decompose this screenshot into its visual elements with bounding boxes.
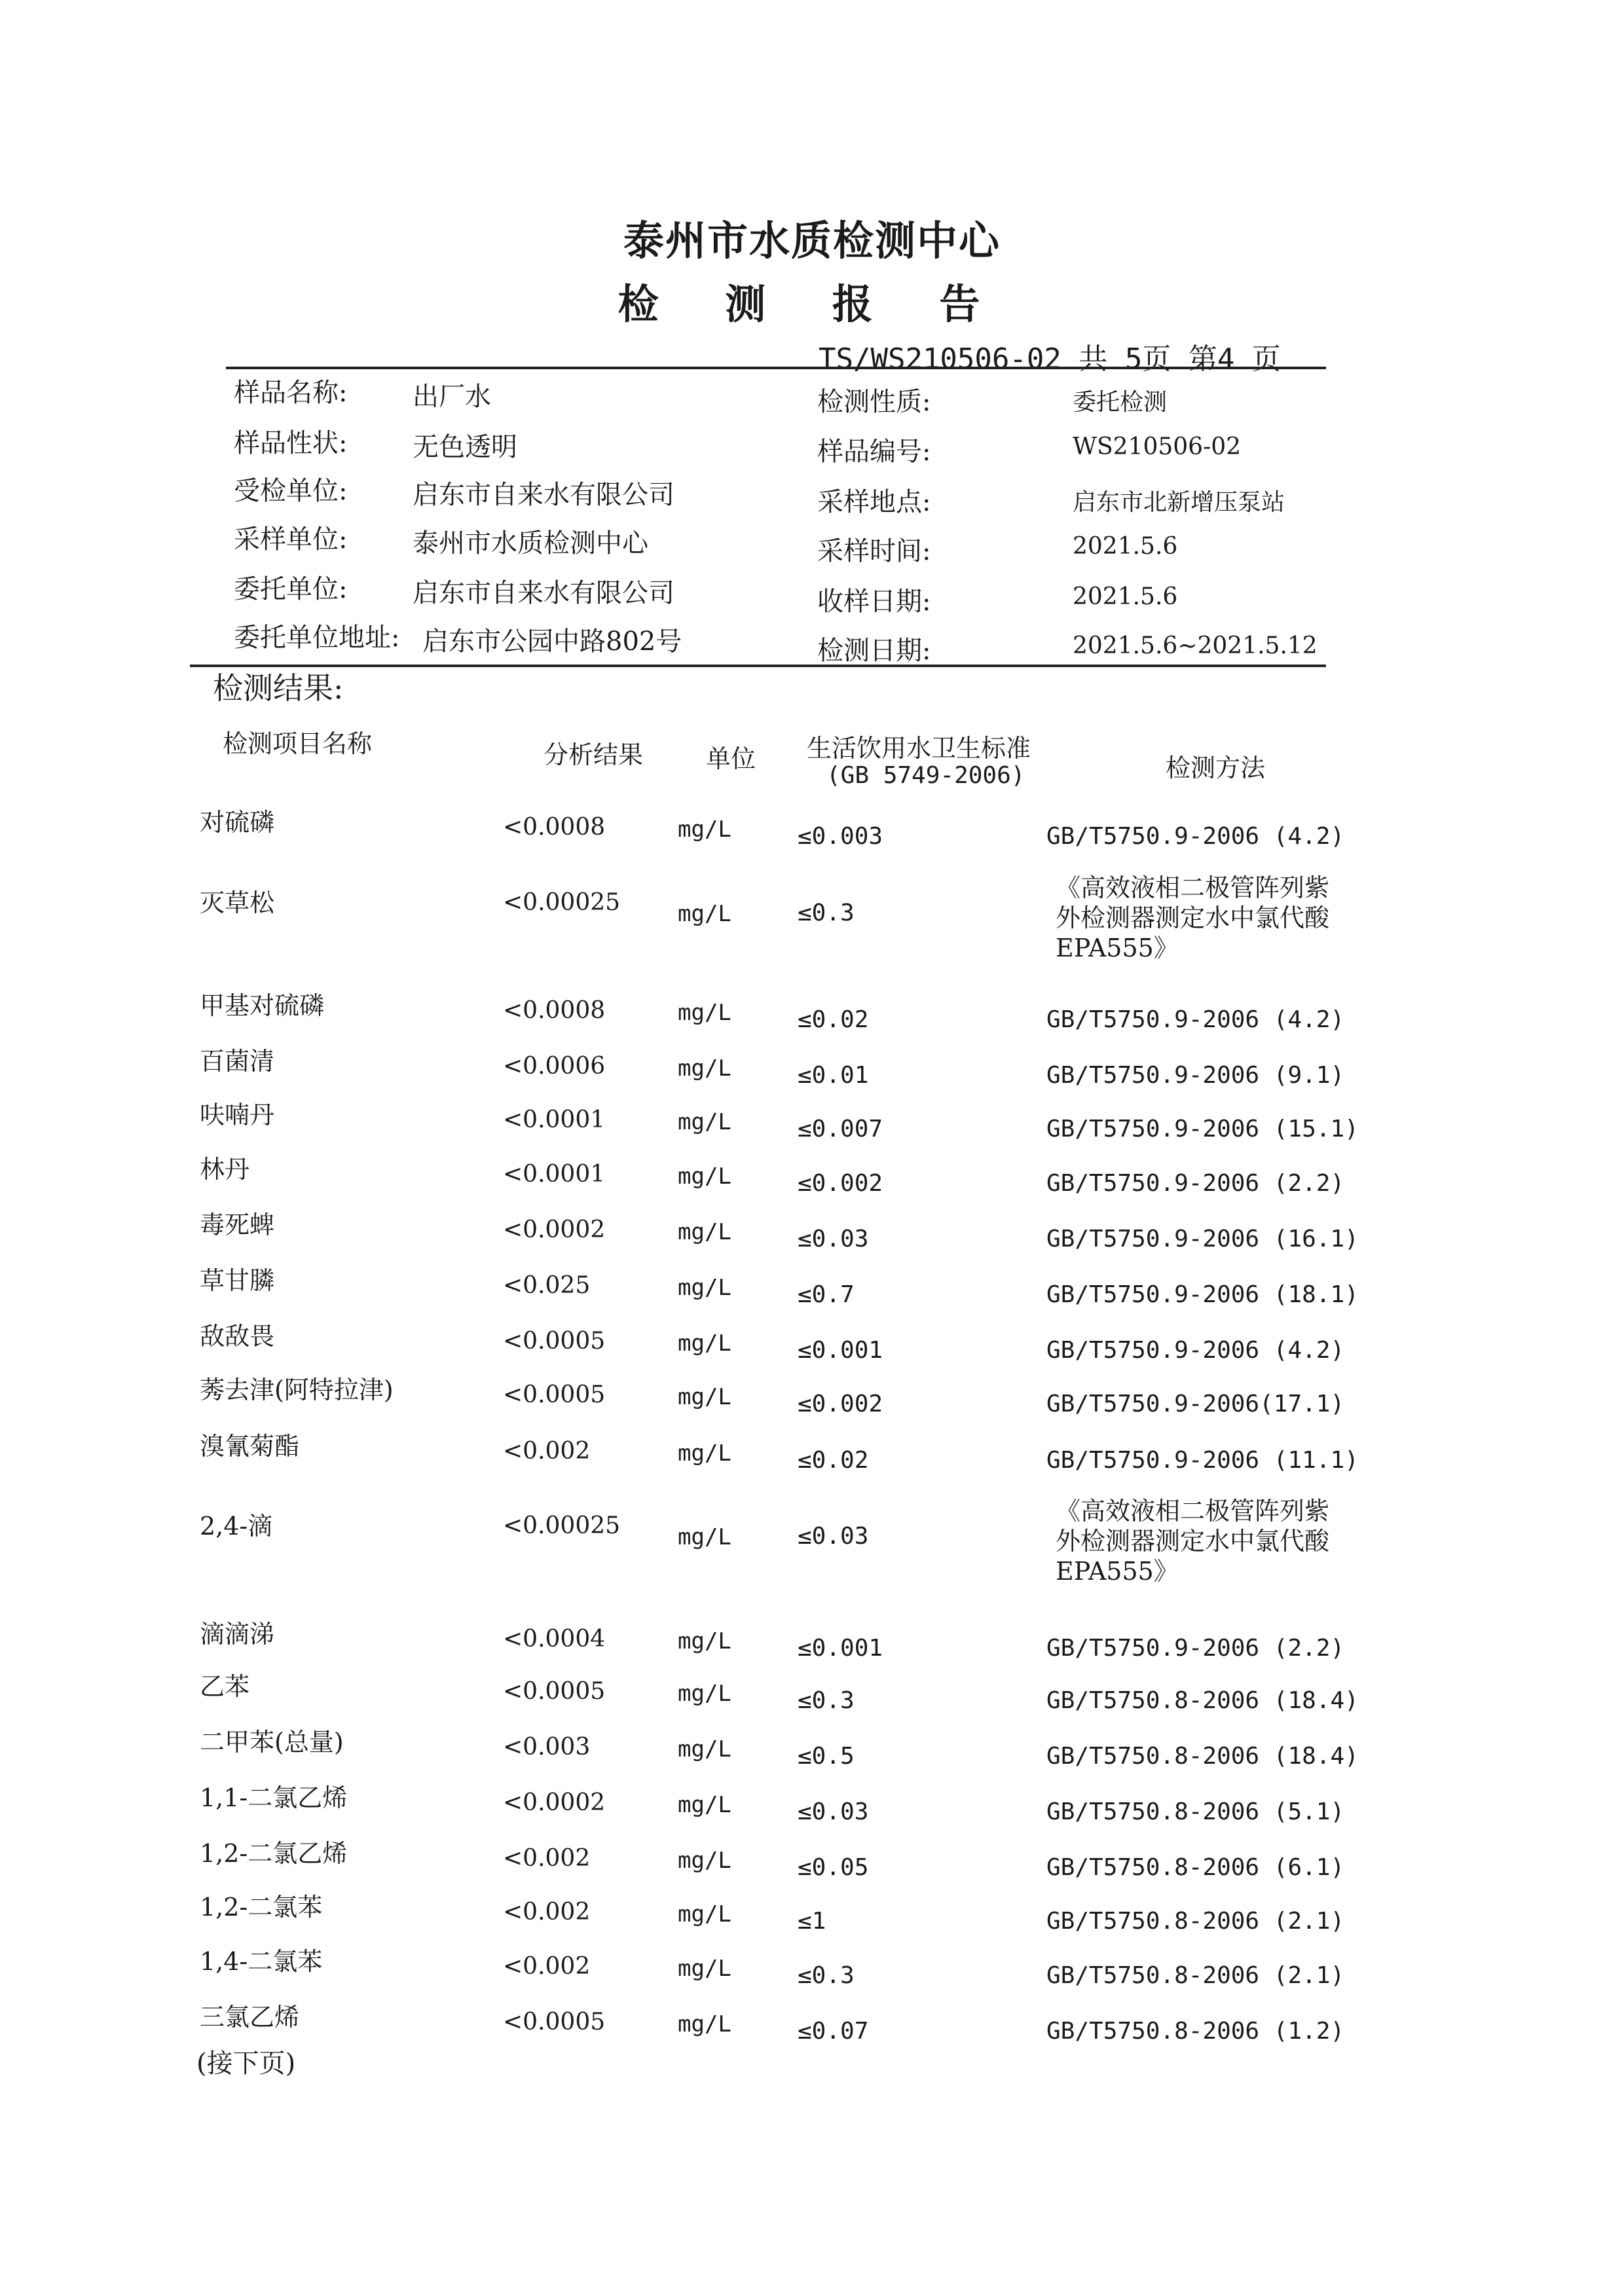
column-header-name: 检测项目名称 bbox=[223, 729, 373, 758]
result-unit: mg/L bbox=[678, 1275, 731, 1301]
result-item-name: 三氯乙烯 bbox=[200, 2003, 300, 2032]
result-item-name: 对硫磷 bbox=[200, 808, 275, 837]
info-value: 2021.5.6 bbox=[1073, 583, 1178, 610]
result-unit: mg/L bbox=[678, 1384, 731, 1410]
result-unit: mg/L bbox=[678, 1956, 731, 1982]
info-label: 委托单位: bbox=[234, 574, 348, 604]
result-item-name: 林丹 bbox=[200, 1155, 250, 1184]
document-title: 检 测 报 告 bbox=[618, 280, 1006, 328]
result-item-name: 二甲苯(总量) bbox=[200, 1728, 344, 1757]
result-standard-limit: ≤0.002 bbox=[798, 1170, 883, 1197]
result-unit: mg/L bbox=[678, 1440, 731, 1467]
result-method: 《高效液相二极管阵列紫 外检测器测定水中氯代酸 EPA555》 bbox=[1056, 873, 1330, 962]
result-method: GB/T5750.9-2006(17.1) bbox=[1046, 1391, 1345, 1417]
continued-note: (接下页) bbox=[196, 2049, 296, 2079]
result-method: GB/T5750.9-2006 (2.2) bbox=[1046, 1635, 1345, 1662]
result-unit: mg/L bbox=[678, 2011, 731, 2037]
result-value: <0.0001 bbox=[503, 1161, 606, 1188]
result-method: GB/T5750.9-2006 (4.2) bbox=[1046, 1006, 1345, 1033]
result-item-name: 1,2-二氯乙烯 bbox=[200, 1839, 348, 1868]
result-item-name: 毒死蜱 bbox=[200, 1211, 275, 1239]
result-value: <0.00025 bbox=[503, 889, 621, 916]
result-standard-limit: ≤0.03 bbox=[798, 1523, 869, 1550]
result-value: <0.0005 bbox=[503, 1678, 606, 1705]
result-standard-limit: ≤0.001 bbox=[798, 1337, 883, 1364]
result-value: <0.0002 bbox=[503, 1789, 606, 1816]
header-top-rule bbox=[226, 367, 1326, 369]
result-method: GB/T5750.8-2006 (2.1) bbox=[1046, 1962, 1345, 1989]
result-standard-limit: ≤0.5 bbox=[798, 1743, 855, 1770]
result-value: <0.0008 bbox=[503, 814, 606, 841]
result-unit: mg/L bbox=[678, 1681, 731, 1707]
column-header-standard: 生活饮用水卫生标准 bbox=[807, 734, 1031, 763]
result-unit: mg/L bbox=[678, 1219, 731, 1245]
column-header-unit: 单位 bbox=[706, 744, 756, 773]
result-method: GB/T5750.8-2006 (6.1) bbox=[1046, 1854, 1345, 1881]
result-unit: mg/L bbox=[678, 1628, 731, 1654]
result-method: GB/T5750.9-2006 (16.1) bbox=[1046, 1226, 1359, 1252]
result-item-name: 1,2-二氯苯 bbox=[200, 1893, 323, 1922]
info-label: 受检单位: bbox=[234, 476, 348, 506]
result-item-name: 百菌清 bbox=[200, 1047, 275, 1076]
result-standard-limit: ≤0.07 bbox=[798, 2018, 869, 2045]
result-unit: mg/L bbox=[678, 1792, 731, 1818]
result-method: GB/T5750.9-2006 (4.2) bbox=[1046, 1337, 1345, 1364]
result-item-name: 1,1-二氯乙烯 bbox=[200, 1783, 348, 1812]
info-label: 委托单位地址: bbox=[234, 623, 400, 653]
result-item-name: 滴滴涕 bbox=[200, 1620, 275, 1649]
result-standard-limit: ≤0.01 bbox=[798, 1062, 869, 1089]
result-value: <0.002 bbox=[503, 1953, 591, 1980]
info-label: 检测日期: bbox=[817, 636, 931, 666]
result-unit: mg/L bbox=[678, 1330, 731, 1357]
info-label: 采样时间: bbox=[817, 536, 931, 566]
result-method: GB/T5750.8-2006 (18.4) bbox=[1046, 1687, 1359, 1714]
result-method: GB/T5750.8-2006 (2.1) bbox=[1046, 1908, 1345, 1935]
result-item-name: 草甘膦 bbox=[200, 1266, 275, 1295]
result-value: <0.0005 bbox=[503, 2009, 606, 2035]
result-unit: mg/L bbox=[678, 816, 731, 843]
result-value: <0.002 bbox=[503, 1438, 591, 1465]
result-unit: mg/L bbox=[678, 1736, 731, 1762]
result-method: GB/T5750.9-2006 (15.1) bbox=[1046, 1116, 1359, 1142]
result-unit: mg/L bbox=[678, 1163, 731, 1190]
result-standard-limit: ≤0.03 bbox=[798, 1226, 869, 1252]
result-value: <0.0002 bbox=[503, 1216, 606, 1243]
result-item-name: 2,4-滴 bbox=[200, 1512, 273, 1540]
result-standard-limit: ≤0.3 bbox=[798, 900, 855, 926]
result-item-name: 呋喃丹 bbox=[200, 1101, 275, 1129]
result-value: <0.0006 bbox=[503, 1053, 606, 1080]
result-unit: mg/L bbox=[678, 1524, 731, 1550]
report-number: TS/WS210506-02 共 5页 第4 页 bbox=[819, 342, 1281, 376]
info-label: 样品编号: bbox=[817, 437, 931, 467]
result-unit: mg/L bbox=[678, 1901, 731, 1927]
info-label: 检测性质: bbox=[817, 387, 931, 417]
result-unit: mg/L bbox=[678, 1000, 731, 1026]
info-label: 采样地点: bbox=[817, 487, 931, 517]
info-value: WS210506-02 bbox=[1073, 433, 1242, 460]
result-standard-limit: ≤0.7 bbox=[798, 1281, 855, 1308]
result-value: <0.025 bbox=[503, 1272, 591, 1299]
result-item-name: 溴氰菊酯 bbox=[200, 1432, 300, 1461]
org-title: 泰州市水质检测中心 bbox=[623, 217, 1001, 264]
info-value: 启东市北新增压泵站 bbox=[1073, 489, 1285, 516]
result-method: GB/T5750.8-2006 (5.1) bbox=[1046, 1798, 1345, 1825]
result-unit: mg/L bbox=[678, 1109, 731, 1135]
result-value: <0.0004 bbox=[503, 1626, 606, 1652]
info-label: 采样单位: bbox=[234, 524, 348, 555]
result-unit: mg/L bbox=[678, 1848, 731, 1874]
result-value: <0.003 bbox=[503, 1734, 591, 1760]
result-item-name: 甲基对硫磷 bbox=[200, 991, 325, 1020]
result-value: <0.002 bbox=[503, 1899, 591, 1925]
result-standard-limit: ≤0.02 bbox=[798, 1006, 869, 1033]
result-standard-limit: ≤0.001 bbox=[798, 1635, 883, 1662]
result-standard-limit: ≤0.3 bbox=[798, 1687, 855, 1714]
results-section-title: 检测结果: bbox=[213, 670, 344, 706]
header-bottom-rule bbox=[190, 665, 1326, 667]
result-unit: mg/L bbox=[678, 901, 731, 927]
result-item-name: 敌敌畏 bbox=[200, 1322, 275, 1351]
result-standard-limit: ≤0.003 bbox=[798, 823, 883, 850]
info-value: 启东市自来水有限公司 bbox=[413, 578, 674, 608]
result-method: GB/T5750.9-2006 (4.2) bbox=[1046, 823, 1345, 850]
result-method: GB/T5750.9-2006 (18.1) bbox=[1046, 1281, 1359, 1308]
result-item-name: 莠去津(阿特拉津) bbox=[200, 1376, 394, 1404]
info-value: 出厂水 bbox=[413, 382, 491, 412]
result-value: <0.00025 bbox=[503, 1512, 621, 1539]
result-item-name: 灭草松 bbox=[200, 888, 275, 917]
info-value: 委托检测 bbox=[1073, 389, 1168, 416]
result-standard-limit: ≤0.02 bbox=[798, 1447, 869, 1474]
column-header-result: 分析结果 bbox=[544, 740, 644, 769]
info-value: 泰州市水质检测中心 bbox=[413, 528, 648, 558]
result-value: <0.0005 bbox=[503, 1381, 606, 1408]
result-standard-limit: ≤0.03 bbox=[798, 1798, 869, 1825]
result-method: 《高效液相二极管阵列紫 外检测器测定水中氯代酸 EPA555》 bbox=[1056, 1497, 1330, 1586]
result-value: <0.0005 bbox=[503, 1328, 606, 1355]
column-header-method: 检测方法 bbox=[1166, 754, 1266, 782]
result-standard-limit: ≤0.3 bbox=[798, 1962, 855, 1989]
info-value: 无色透明 bbox=[413, 432, 517, 462]
info-value: 启东市自来水有限公司 bbox=[413, 480, 674, 510]
result-unit: mg/L bbox=[678, 1055, 731, 1082]
info-value: 2021.5.6 bbox=[1073, 533, 1178, 560]
result-method: GB/T5750.9-2006 (2.2) bbox=[1046, 1170, 1345, 1197]
info-value: 启东市公园中路802号 bbox=[422, 627, 682, 657]
result-standard-limit: ≤1 bbox=[798, 1908, 826, 1935]
result-value: <0.0008 bbox=[503, 997, 606, 1024]
result-item-name: 乙苯 bbox=[200, 1672, 250, 1701]
result-value: <0.002 bbox=[503, 1845, 591, 1872]
info-label: 收样日期: bbox=[817, 587, 931, 617]
result-method: GB/T5750.9-2006 (9.1) bbox=[1046, 1062, 1345, 1089]
column-header-standard-code: (GB 5749-2006) bbox=[826, 762, 1025, 789]
info-label: 样品性状: bbox=[234, 428, 348, 458]
result-standard-limit: ≤0.05 bbox=[798, 1854, 869, 1881]
result-value: <0.0001 bbox=[503, 1106, 606, 1133]
info-label: 样品名称: bbox=[234, 378, 348, 408]
result-standard-limit: ≤0.002 bbox=[798, 1391, 883, 1417]
result-item-name: 1,4-二氯苯 bbox=[200, 1947, 323, 1976]
result-method: GB/T5750.9-2006 (11.1) bbox=[1046, 1447, 1359, 1474]
result-standard-limit: ≤0.007 bbox=[798, 1116, 883, 1142]
info-value: 2021.5.6~2021.5.12 bbox=[1073, 632, 1318, 659]
result-method: GB/T5750.8-2006 (18.4) bbox=[1046, 1743, 1359, 1770]
result-method: GB/T5750.8-2006 (1.2) bbox=[1046, 2018, 1345, 2045]
